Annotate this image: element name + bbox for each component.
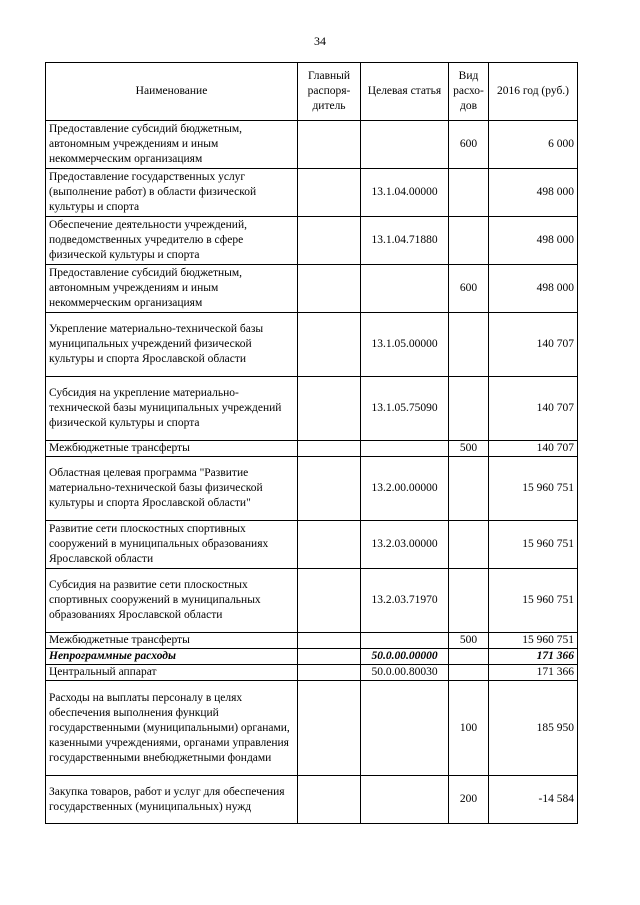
cell-manager bbox=[298, 633, 361, 649]
cell-amount: 6 000 bbox=[489, 121, 578, 169]
cell-amount: 140 707 bbox=[489, 441, 578, 457]
cell-amount: 140 707 bbox=[489, 313, 578, 377]
cell-target: 13.1.05.00000 bbox=[361, 313, 449, 377]
cell-manager bbox=[298, 665, 361, 681]
cell-name: Предоставление государственных услуг (выполнение работ) в области физической культуры и спорта bbox=[46, 169, 298, 217]
cell-manager bbox=[298, 776, 361, 824]
page-number: 34 bbox=[314, 34, 326, 48]
cell-expense-type: 500 bbox=[449, 633, 489, 649]
cell-name: Предоставление субсидий бюджетным, автономным учреждениям и иным некоммерческим организациям bbox=[46, 265, 298, 313]
cell-name: Развитие сети плоскостных спортивных сооружений в муниципальных образованиях Ярославской области bbox=[46, 521, 298, 569]
table-row bbox=[46, 457, 578, 521]
cell-target bbox=[361, 265, 449, 313]
cell-name: Укрепление материально-технической базы муниципальных учреждений физической культуры и спорта Ярославской области bbox=[46, 313, 298, 377]
cell-target bbox=[361, 121, 449, 169]
table-row-section-total bbox=[46, 649, 578, 665]
cell-amount: 498 000 bbox=[489, 265, 578, 313]
budget-table bbox=[45, 62, 578, 824]
cell-target: 13.2.03.71970 bbox=[361, 569, 449, 633]
cell-expense-type: 600 bbox=[449, 265, 489, 313]
cell-name: Непрограммные расходы bbox=[46, 649, 298, 665]
cell-amount: 15 960 751 bbox=[489, 521, 578, 569]
cell-manager bbox=[298, 441, 361, 457]
cell-target: 13.2.03.00000 bbox=[361, 521, 449, 569]
col-header-manager: Главный распоря-дитель bbox=[298, 63, 361, 121]
cell-target bbox=[361, 441, 449, 457]
table-row bbox=[46, 633, 578, 649]
table-header-row bbox=[46, 63, 578, 121]
cell-amount: -14 584 bbox=[489, 776, 578, 824]
cell-expense-type bbox=[449, 521, 489, 569]
cell-name: Центральный аппарат bbox=[46, 665, 298, 681]
col-header-expense-type: Вид расхо-дов bbox=[449, 63, 489, 121]
cell-target bbox=[361, 681, 449, 776]
cell-manager bbox=[298, 569, 361, 633]
cell-target: 13.1.04.00000 bbox=[361, 169, 449, 217]
cell-amount: 15 960 751 bbox=[489, 457, 578, 521]
cell-amount: 15 960 751 bbox=[489, 569, 578, 633]
cell-manager bbox=[298, 377, 361, 441]
cell-name: Межбюджетные трансферты bbox=[46, 441, 298, 457]
table-row bbox=[46, 569, 578, 633]
cell-name: Областная целевая программа "Развитие материально-технической базы физической культуры и спорта Ярославской области" bbox=[46, 457, 298, 521]
cell-expense-type: 200 bbox=[449, 776, 489, 824]
cell-name: Предоставление субсидий бюджетным, автономным учреждениям и иным некоммерческим организациям bbox=[46, 121, 298, 169]
cell-name: Субсидия на укрепление материально-технической базы муниципальных учреждений физической культуры и спорта bbox=[46, 377, 298, 441]
cell-expense-type bbox=[449, 649, 489, 665]
cell-expense-type bbox=[449, 169, 489, 217]
table-row bbox=[46, 681, 578, 776]
cell-expense-type bbox=[449, 569, 489, 633]
cell-manager bbox=[298, 521, 361, 569]
cell-expense-type bbox=[449, 377, 489, 441]
cell-amount: 498 000 bbox=[489, 169, 578, 217]
cell-amount: 140 707 bbox=[489, 377, 578, 441]
table-row bbox=[46, 521, 578, 569]
cell-expense-type: 500 bbox=[449, 441, 489, 457]
table-row bbox=[46, 776, 578, 824]
cell-target bbox=[361, 633, 449, 649]
cell-manager bbox=[298, 121, 361, 169]
table-row bbox=[46, 441, 578, 457]
cell-manager bbox=[298, 265, 361, 313]
table-row bbox=[46, 313, 578, 377]
cell-target bbox=[361, 776, 449, 824]
cell-name: Субсидия на развитие сети плоскостных спортивных сооружений в муниципальных образованиях Ярославской области bbox=[46, 569, 298, 633]
cell-name: Обеспечение деятельности учреждений, подведомственных учредителю в сфере физической культуры и спорта bbox=[46, 217, 298, 265]
table-row bbox=[46, 377, 578, 441]
cell-manager bbox=[298, 313, 361, 377]
cell-manager bbox=[298, 169, 361, 217]
cell-amount: 498 000 bbox=[489, 217, 578, 265]
cell-manager bbox=[298, 681, 361, 776]
table-row bbox=[46, 217, 578, 265]
cell-name: Межбюджетные трансферты bbox=[46, 633, 298, 649]
cell-expense-type: 100 bbox=[449, 681, 489, 776]
cell-target: 50.0.00.00000 bbox=[361, 649, 449, 665]
cell-name: Расходы на выплаты персоналу в целях обеспечения выполнения функций государственными (муниципальными) органами, казенными учреждениями, органами управления государственными внебюджетными фондами bbox=[46, 681, 298, 776]
cell-expense-type bbox=[449, 217, 489, 265]
cell-target: 50.0.00.80030 bbox=[361, 665, 449, 681]
table-row bbox=[46, 665, 578, 681]
cell-manager bbox=[298, 457, 361, 521]
table-row bbox=[46, 121, 578, 169]
cell-name: Закупка товаров, работ и услуг для обеспечения государственных (муниципальных) нужд bbox=[46, 776, 298, 824]
cell-amount: 185 950 bbox=[489, 681, 578, 776]
cell-expense-type bbox=[449, 313, 489, 377]
cell-expense-type bbox=[449, 665, 489, 681]
col-header-name: Наименование bbox=[46, 63, 298, 121]
cell-manager bbox=[298, 649, 361, 665]
cell-amount: 15 960 751 bbox=[489, 633, 578, 649]
cell-amount: 171 366 bbox=[489, 665, 578, 681]
cell-target: 13.2.00.00000 bbox=[361, 457, 449, 521]
cell-expense-type bbox=[449, 457, 489, 521]
cell-amount: 171 366 bbox=[489, 649, 578, 665]
cell-target: 13.1.05.75090 bbox=[361, 377, 449, 441]
table-row bbox=[46, 265, 578, 313]
cell-manager bbox=[298, 217, 361, 265]
table-row bbox=[46, 169, 578, 217]
col-header-target: Целевая статья bbox=[361, 63, 449, 121]
col-header-amount: 2016 год (руб.) bbox=[489, 63, 578, 121]
cell-target: 13.1.04.71880 bbox=[361, 217, 449, 265]
cell-expense-type: 600 bbox=[449, 121, 489, 169]
